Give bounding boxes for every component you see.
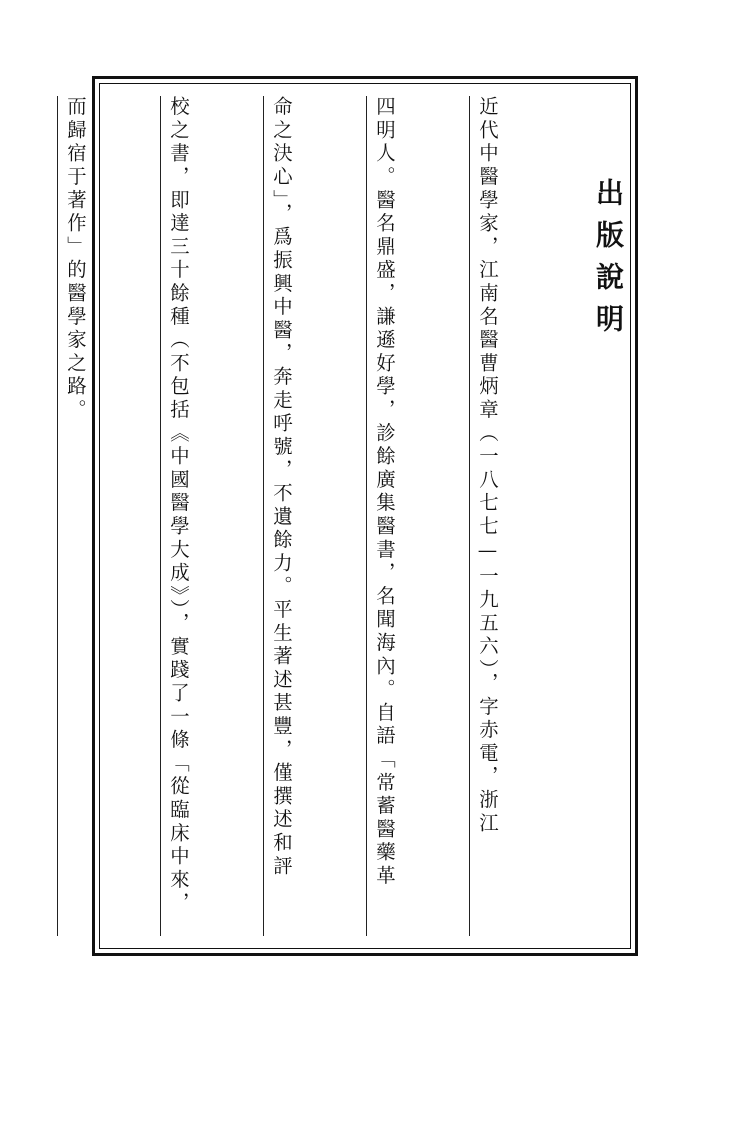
- text-column: 近代中醫學家，江南名醫曹炳章（一八七七—一九五六），字赤電，浙江: [469, 96, 504, 936]
- text-column: 而歸宿于著作」的醫學家之路。: [57, 96, 92, 936]
- body-text: [0, 96, 572, 936]
- text-column: 命之決心」，爲振興中醫，奔走呼號，不遺餘力。平生著述甚豐，僅撰述和評: [263, 96, 298, 936]
- text-column: 四明人。醫名鼎盛，謙遜好學，診餘廣集醫書，名聞海內。自語「常蓄醫藥革: [366, 96, 401, 936]
- text-column: 校之書，即達三十餘種（不包括《中國醫學大成》），實踐了一條「從臨床中來，: [160, 96, 195, 936]
- page-title: 出版說明: [592, 178, 625, 346]
